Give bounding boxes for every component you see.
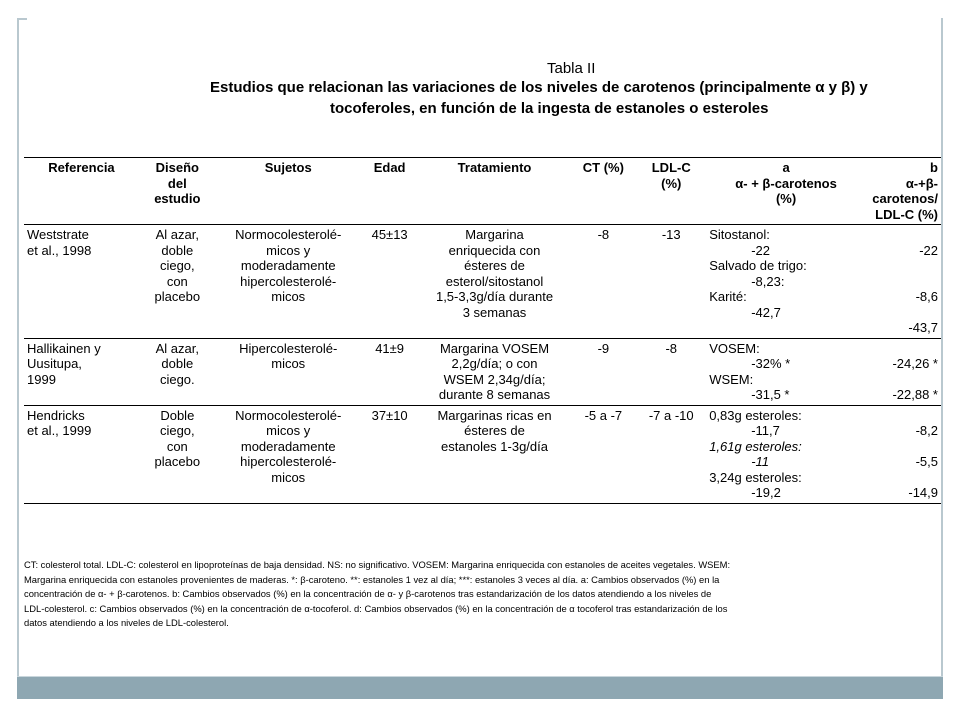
cell-b: -8,2 -5,5 -14,9 xyxy=(908,423,938,500)
a-label: Karité: xyxy=(709,289,747,304)
cell-ct: -9 xyxy=(597,340,610,356)
cell-a xyxy=(706,225,866,339)
cell-ldl: -8 xyxy=(665,340,678,356)
table-title-line-2: tocoferoles, en función de la ingesta de estanoles o esteroles xyxy=(330,100,769,117)
frame-right-border xyxy=(941,18,943,698)
a-value: -8,23: xyxy=(751,273,785,289)
header-edad: Edad xyxy=(373,160,406,175)
cell-ct: -8 xyxy=(597,227,610,242)
a-label: VOSEM: xyxy=(709,340,760,356)
table-header-row xyxy=(24,158,941,225)
a-value: -11 xyxy=(751,454,770,469)
a-value: -11,7 xyxy=(751,423,780,438)
cell-sujetos: Normocolesterolé- micos y moderadamente hipercolesterolé- micos xyxy=(235,407,342,485)
table-footnote: CT: colesterol total. LDL-C: colesterol en lipoproteínas de baja densidad. NS: no significativo. VOSEM: Margarina enriquecida con estanoles de aceites vegetales. WSEM: Margarina enriquecida con estanoles provenientes de maderas. *: β-caroteno. **: estanoles 1 vez al día; ***: estanoles 3 veces al día. a: Cambios observados (%) en la concentración de α- + β-carotenos. b: Cambios observados (%) en la concentración de α- y β-carotenos tras estandarización de los datos atendiendo a los niveles de LDL-colesterol. c: Cambios observados (%) en la concentración de α-tocoferol. d: Cambios observados (%) en la concentración de α tocoferol tras estandarización de los datos atendiendo a los niveles de LDL-colesterol. xyxy=(24,559,731,629)
cell-a xyxy=(706,405,866,503)
a-value: -22 xyxy=(751,242,770,258)
cell-edad: 41±9 xyxy=(375,340,405,356)
cell-ldl: -7 a -10 xyxy=(648,407,694,423)
cell-edad: 45±13 xyxy=(371,227,408,242)
cell-referencia: Hendricks et al., 1999 xyxy=(27,407,92,438)
frame-bottom-bar xyxy=(17,676,943,699)
cell-sujetos: Normocolesterolé- micos y moderadamente hipercolesterolé- micos xyxy=(235,227,342,304)
a-value: -32% * xyxy=(751,356,791,371)
cell-referencia: Weststrate et al., 1998 xyxy=(27,227,92,258)
a-value: -31,5 * xyxy=(751,387,790,402)
cell-referencia: Hallikainen y Uusitupa, 1999 xyxy=(27,340,101,387)
header-ldl: LDL-C (%) xyxy=(651,160,691,191)
cell-sujetos: Hipercolesterolé- micos xyxy=(239,340,338,371)
header-b: b α-+β- carotenos/ LDL-C (%) xyxy=(872,160,938,222)
a-value: -19,2 xyxy=(751,485,781,500)
table-row xyxy=(24,225,941,339)
table-number: Tabla II xyxy=(547,60,596,77)
a-label: 3,24g esteroles: xyxy=(709,469,802,485)
cell-b: -24,26 * -22,88 * xyxy=(892,356,938,402)
cell-b: -22 -8,6 -43,7 xyxy=(908,242,938,335)
cell-diseno: Doble ciego, con placebo xyxy=(154,407,201,469)
a-value: -42,7 xyxy=(751,304,781,320)
header-sujetos: Sujetos xyxy=(264,160,312,175)
slide xyxy=(19,20,941,676)
cell-edad: 37±10 xyxy=(371,407,408,423)
header-a: a α- + β-carotenos (%) xyxy=(735,160,837,206)
header-diseno: Diseño del estudio xyxy=(154,160,201,206)
a-label: WSEM: xyxy=(709,371,754,387)
a-label: Salvado de trigo: xyxy=(709,258,807,273)
cell-a xyxy=(706,338,866,405)
cell-diseno: Al azar, doble ciego, con placebo xyxy=(154,227,201,304)
table-title-line-1: Estudios que relacionan las variaciones de los niveles de carotenos (principalmente α y β) y xyxy=(210,79,868,96)
header-referencia: Referencia xyxy=(48,160,115,175)
a-label: 0,83g esteroles: xyxy=(709,407,802,423)
a-label: 1,61g esteroles: xyxy=(709,438,802,454)
table-row xyxy=(24,405,941,503)
cell-tratamiento: Margarina enriquecida con ésteres de esterol/sitostanol 1,5-3,3g/día durante 3 semanas xyxy=(435,227,554,320)
header-tratamiento: Tratamiento xyxy=(457,160,532,175)
a-label: Sitostanol: xyxy=(709,227,770,242)
table-row xyxy=(24,338,941,405)
cell-tratamiento: Margarina VOSEM 2,2g/día; o con WSEM 2,34g/día; durante 8 semanas xyxy=(438,340,551,402)
cell-ldl: -13 xyxy=(661,227,681,242)
cell-tratamiento: Margarinas ricas en ésteres de estanoles 1-3g/día xyxy=(437,407,552,454)
cell-diseno: Al azar, doble ciego. xyxy=(155,340,199,387)
header-ct: CT (%) xyxy=(582,160,624,175)
cell-ct: -5 a -7 xyxy=(584,407,623,423)
studies-table xyxy=(24,157,941,504)
